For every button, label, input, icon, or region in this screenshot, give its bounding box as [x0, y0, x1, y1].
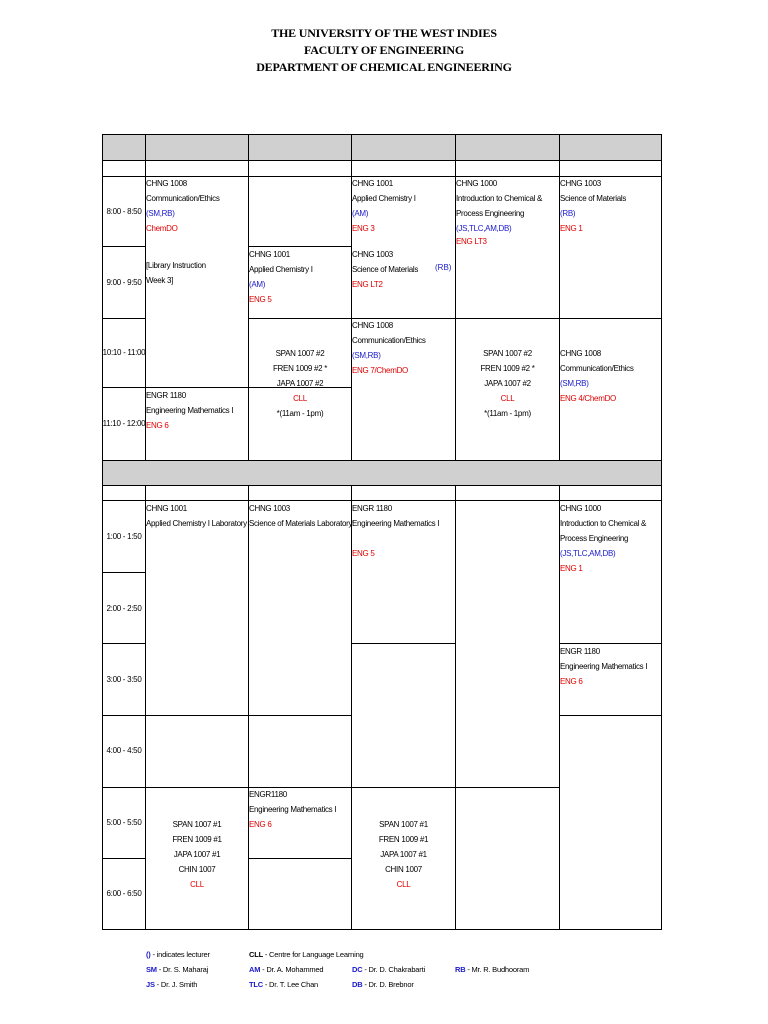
- room: ENG 4/ChemDO: [560, 394, 616, 403]
- lecturer: (RB): [560, 209, 576, 218]
- legend-entry: TLC - Dr. T. Lee Chan: [249, 980, 319, 989]
- room: ENG 7/ChemDO: [352, 366, 408, 375]
- university-title: THE UNIVERSITY OF THE WEST INDIES: [271, 26, 497, 40]
- course-title: Process Engineering: [560, 534, 629, 543]
- course-code: CHNG 1003: [560, 179, 601, 188]
- class-cell-mon-1110: [146, 388, 233, 433]
- room: ENG LT3: [456, 237, 487, 246]
- room: CLL: [500, 394, 515, 403]
- course-title: Engineering Mathematics I: [146, 406, 234, 415]
- room: ENG 3: [352, 224, 375, 233]
- class-cell-wed-0900: [352, 247, 418, 292]
- legend-entry: AM - Dr. A. Mohammed: [249, 965, 324, 974]
- room: ENG 6: [560, 677, 583, 686]
- class-cell-thu-language: SPAN 1007 #2 FREN 1009 #2 * JAPA 1007 #2 CLL *(11am - 1pm): [456, 346, 559, 421]
- class-cell-wed-0100: [352, 501, 439, 561]
- room: CLL: [293, 394, 307, 403]
- course-title: Engineering Mathematics I: [249, 805, 337, 814]
- faculty-title: FACULTY OF ENGINEERING: [303, 43, 465, 57]
- lecturer: (AM): [249, 280, 266, 289]
- course-code: CHNG 1003: [352, 250, 393, 259]
- class-cell-thu-0800: [456, 176, 542, 248]
- room: ENG 1: [560, 224, 583, 233]
- room: ENG 1: [560, 564, 583, 573]
- course-code: ENGR 1180: [146, 391, 186, 400]
- course-code: CHNG 1008: [146, 179, 187, 188]
- room: CLL: [396, 880, 411, 889]
- course-title: Applied Chemistry I: [352, 194, 416, 203]
- time-slot: 5:00 - 5:50: [106, 818, 142, 827]
- course-code: CHNG 1003: [249, 504, 290, 513]
- lecturer: (JS,TLC,AM,DB): [456, 224, 512, 233]
- course-code: ENGR 1180: [352, 504, 392, 513]
- lecturer: (JS,TLC,AM,DB): [560, 549, 616, 558]
- time-slot: 8:00 - 8:50: [106, 207, 142, 216]
- room: ENG 6: [146, 421, 169, 430]
- course-title: Communication/Ethics: [352, 336, 426, 345]
- course-title: Applied Chemistry I: [249, 265, 313, 274]
- department-title: DEPARTMENT OF CHEMICAL ENGINEERING: [256, 60, 512, 74]
- time-slot: 4:00 - 4:50: [106, 746, 142, 755]
- course-code: CHNG 1001: [146, 504, 187, 513]
- class-cell-mon-language: SPAN 1007 #1 FREN 1009 #1 JAPA 1007 #1 CHIN 1007 CLL: [146, 817, 248, 892]
- library-instruction-note: [Library Instruction Week 3]: [146, 261, 206, 285]
- course-code: CHNG 1008: [560, 349, 601, 358]
- course-title: Engineering Mathematics I: [352, 519, 440, 528]
- lecturer: (RB): [435, 263, 452, 272]
- course-code: CHNG 1000: [456, 179, 497, 188]
- legend-entry: JS - Dr. J. Smith: [146, 980, 198, 989]
- course-code: CHNG 1000: [560, 504, 601, 513]
- legend-entry: RB - Mr. R. Budhooram: [455, 965, 530, 974]
- class-cell-fri-0300: [560, 644, 647, 689]
- day-header-row: [102, 134, 662, 160]
- legend-entry: DC - Dr. D. Chakrabarti: [352, 965, 425, 974]
- room: ENG 5: [249, 295, 272, 304]
- lunch-break-row: [102, 460, 662, 485]
- legend-entry: CLL - Centre for Language Learning: [249, 950, 364, 959]
- legend-entry: DB - Dr. D. Brebnor: [352, 980, 414, 989]
- course-code: ENGR 1180: [560, 647, 600, 656]
- class-cell-mon-0100: [146, 501, 247, 531]
- room: CLL: [190, 880, 204, 889]
- class-cell-wed-0800: [352, 176, 416, 236]
- course-title: Science of Materials: [352, 265, 419, 274]
- legend-entry: () - indicates lecturer: [146, 950, 210, 959]
- course-code: CHNG 1001: [249, 250, 290, 259]
- course-title: Introduction to Chemical &: [560, 519, 647, 528]
- time-slot: 10:10 - 11:00: [102, 348, 146, 357]
- class-cell-tue-0900: [249, 247, 313, 307]
- lecturer: (AM): [352, 209, 369, 218]
- class-cell-fri-0800: [560, 176, 626, 236]
- lecturer: (SM,RB): [560, 379, 589, 388]
- class-cell-fri-0100: [560, 501, 646, 576]
- room: ENG LT2: [352, 280, 383, 289]
- course-code: CHNG 1008: [352, 321, 393, 330]
- room: ENG 5: [352, 549, 375, 558]
- course-title: Applied Chemistry I Laboratory: [146, 519, 247, 528]
- time-slot: 2:00 - 2:50: [106, 604, 142, 613]
- time-slot: 1:00 - 1:50: [106, 532, 142, 541]
- course-title: Science of Materials Laboratory: [249, 519, 353, 528]
- class-cell-tue-0500: [249, 787, 336, 832]
- room: ChemDO: [146, 224, 178, 233]
- lecturer: (SM,RB): [352, 351, 381, 360]
- course-title: Communication/Ethics: [146, 194, 220, 203]
- room: ENG 6: [249, 820, 272, 829]
- course-title: Science of Materials: [560, 194, 627, 203]
- course-title: Engineering Mathematics I: [560, 662, 648, 671]
- course-title: Introduction to Chemical &: [456, 194, 543, 203]
- course-code: ENGR1180: [249, 790, 287, 799]
- legend-entry: SM - Dr. S. Maharaj: [146, 965, 209, 974]
- class-cell-tue-0100: [249, 501, 352, 531]
- class-cell-wed-language: SPAN 1007 #1 FREN 1009 #1 JAPA 1007 #1 CHIN 1007 CLL: [352, 817, 455, 892]
- class-cell-tue-language: SPAN 1007 #2 FREN 1009 #2 * JAPA 1007 #2 CLL *(11am - 1pm): [249, 346, 351, 421]
- course-title: Process Engineering: [456, 209, 525, 218]
- lecturer: (SM,RB): [146, 209, 175, 218]
- class-cell-wed-1010: [352, 318, 426, 378]
- class-cell-mon-0800: [146, 176, 220, 236]
- time-slot: 9:00 - 9:50: [106, 278, 142, 287]
- time-slot: 11:10 - 12:00: [102, 419, 146, 428]
- time-slot: 3:00 - 3:50: [106, 675, 142, 684]
- course-title: Communication/Ethics: [560, 364, 634, 373]
- class-cell-fri-1010: [560, 346, 634, 406]
- time-slot: 6:00 - 6:50: [106, 889, 142, 898]
- course-code: CHNG 1001: [352, 179, 393, 188]
